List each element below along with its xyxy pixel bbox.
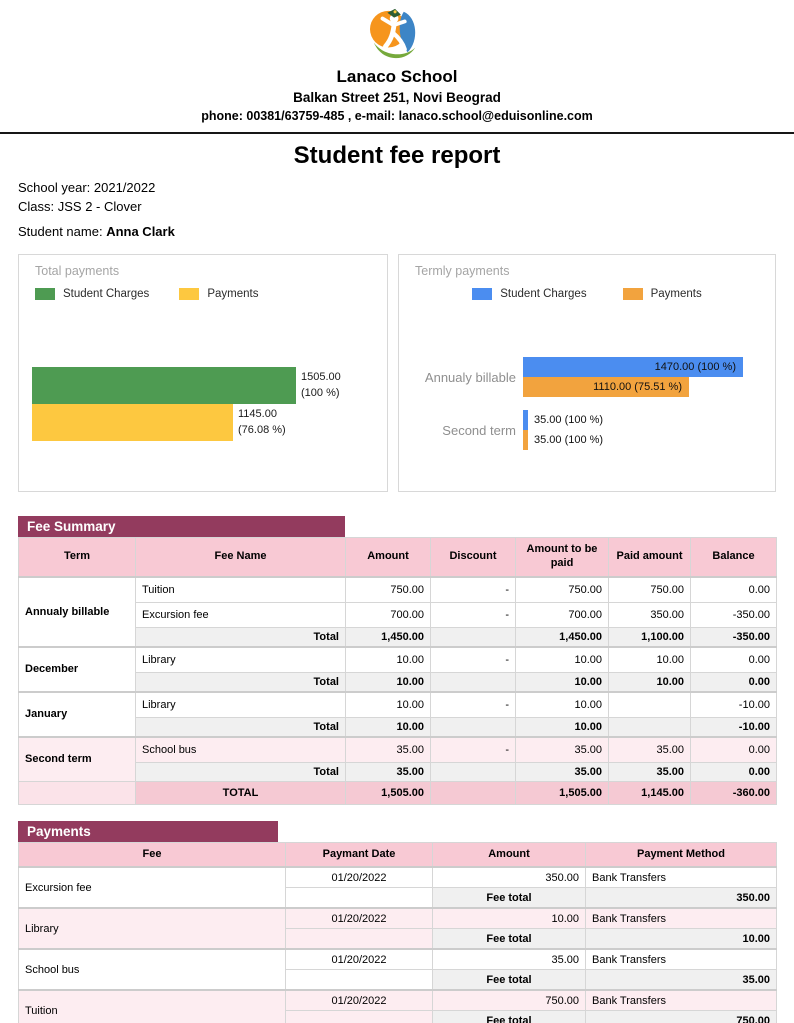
cell-empty [286,929,433,950]
bar: 1110.00 (75.51 %) [523,377,689,397]
fee-row [19,737,777,763]
cell-discount [431,762,516,781]
cell-amount: 35.00 [433,949,586,970]
school-year-value: 2021/2022 [93,180,156,195]
cell-payment-method: Bank Transfers [586,867,777,888]
fee-total-value: 350.00 [586,888,777,909]
chart-title: Total payments [35,264,120,278]
bar-label: 1505.00 (100 %) [301,370,341,399]
category-label: Annualy billable [424,369,516,385]
legend-item [623,288,702,300]
category-row [399,357,767,397]
cell-fee: Excursion fee [19,867,286,908]
fee-summary-header-row [19,538,777,577]
fee-summary-section [0,516,794,805]
bar-row [32,404,381,441]
cell-amount-to-pay: 700.00 [516,602,609,627]
cell-discount [431,717,516,737]
bar [523,410,528,430]
fee-total-label: Fee total [433,1011,586,1023]
cell-payment-date: 01/20/2022 [286,990,433,1011]
cell-amount-to-pay: 1,450.00 [516,627,609,647]
cell-paid-amount: 1,100.00 [609,627,691,647]
fee-total-value: 10.00 [586,929,777,950]
cell-balance: 0.00 [691,647,777,673]
cell-balance: -10.00 [691,692,777,718]
chart-title: Termly payments [415,264,510,278]
bar-row [523,430,767,450]
cell-discount: - [431,602,516,627]
cell-amount: 10.00 [346,647,431,673]
bar-row [523,357,767,377]
cell-discount: - [431,692,516,718]
payment-row [19,867,777,888]
column-header: Fee [19,842,286,867]
cell-fee-name: School bus [136,737,346,763]
cell-amount-to-pay: 1,505.00 [516,781,609,804]
cell-paid-amount: 10.00 [609,647,691,673]
cell-amount-to-pay: 10.00 [516,647,609,673]
legend-swatch-icon [623,288,643,300]
chart-bars [399,357,767,463]
cell-paid-amount: 1,145.00 [609,781,691,804]
bar-row [523,377,767,397]
cell-fee: School bus [19,949,286,990]
total-label: Total [136,627,346,647]
cell-amount: 10.00 [346,672,431,692]
payments-band: Payments [18,821,278,842]
cell-fee-name: Excursion fee [136,602,346,627]
cell-amount: 10.00 [346,717,431,737]
cell-amount-to-pay: 10.00 [516,717,609,737]
cell-fee: Library [19,908,286,949]
legend-label: Payments [650,288,702,300]
legend-label: Student Charges [500,288,587,300]
cell-balance: -10.00 [691,717,777,737]
chart-bars [32,367,381,441]
termly-payments-chart [398,254,776,492]
cell-paid-amount [609,717,691,737]
cell-fee-name: Library [136,647,346,673]
cell-empty [286,888,433,909]
cell-payment-method: Bank Transfers [586,908,777,929]
class-label: Class: [18,199,55,214]
total-label: Total [136,762,346,781]
column-header: Term [19,538,136,577]
cell-discount: - [431,577,516,603]
fee-row [19,577,777,603]
cell-amount-to-pay: 10.00 [516,672,609,692]
term-cell: December [19,647,136,692]
document-header [0,0,794,123]
legend-swatch-icon [35,288,55,300]
cell-payment-date: 01/20/2022 [286,867,433,888]
cell-paid-amount: 35.00 [609,762,691,781]
cell-discount: - [431,647,516,673]
cell-fee-name: Library [136,692,346,718]
student-info [18,180,776,239]
column-header: Amount [433,842,586,867]
total-label: Total [136,672,346,692]
cell-discount [431,672,516,692]
cell-payment-method: Bank Transfers [586,949,777,970]
school-name: Lanaco School [336,67,458,86]
cell-balance: 0.00 [691,762,777,781]
cell-amount: 35.00 [346,762,431,781]
cell-empty [286,970,433,991]
chart-legend [35,288,258,300]
cell-balance: 0.00 [691,737,777,763]
grand-total-row [19,781,777,804]
column-header: Amount [346,538,431,577]
cell-payment-date: 01/20/2022 [286,949,433,970]
cell-discount [431,627,516,647]
header-divider [0,132,794,134]
bar [32,367,296,404]
legend-label: Student Charges [63,288,150,300]
fee-total-value: 750.00 [586,1011,777,1023]
legend-item [35,288,149,300]
cell-amount: 1,450.00 [346,627,431,647]
total-label: Total [136,717,346,737]
bar: 1470.00 (100 %) [523,357,743,377]
total-payments-chart [18,254,388,492]
legend-swatch-icon [472,288,492,300]
school-contact: phone: 00381/63759-485 , e-mail: lanaco.school@eduisonline.com [201,109,593,123]
column-header: Discount [431,538,516,577]
payment-row [19,949,777,970]
fee-total-value: 35.00 [586,970,777,991]
cell-fee: Tuition [19,990,286,1023]
cell-amount-to-pay: 35.00 [516,762,609,781]
term-cell: Annualy billable [19,577,136,647]
cell-term [19,781,136,804]
school-year-label: School year: [18,180,91,195]
cell-amount-to-pay: 750.00 [516,577,609,603]
cell-balance: 0.00 [691,672,777,692]
cell-discount [431,781,516,804]
cell-discount: - [431,737,516,763]
cell-amount: 1,505.00 [346,781,431,804]
student-name-line [18,224,776,239]
bar-label: 1145.00 (76.08 %) [238,407,286,436]
cell-amount: 10.00 [433,908,586,929]
column-header: Balance [691,538,777,577]
school-logo-icon [0,6,794,65]
bar-row [32,367,381,404]
payment-row [19,908,777,929]
fee-total-label: Fee total [433,929,586,950]
column-header: Paid amount [609,538,691,577]
report-title: Student fee report [293,142,501,169]
charts-row [18,254,776,492]
cell-amount: 35.00 [346,737,431,763]
cell-amount-to-pay: 35.00 [516,737,609,763]
bar-label: 35.00 (100 %) [534,434,604,446]
bar-row [523,410,767,430]
cell-paid-amount: 750.00 [609,577,691,603]
term-cell: Second term [19,737,136,782]
cell-amount: 350.00 [433,867,586,888]
bar-label: 35.00 (100 %) [534,414,604,426]
school-address: Balkan Street 251, Novi Beograd [293,90,501,105]
fee-row [19,692,777,718]
payment-row [19,990,777,1011]
term-cell: January [19,692,136,737]
fee-summary-table [18,537,777,805]
cell-payment-date: 01/20/2022 [286,908,433,929]
legend-item [472,288,586,300]
student-name-value: Anna Clark [106,224,175,239]
cell-balance: -350.00 [691,627,777,647]
fee-total-label: Fee total [433,888,586,909]
bar [523,430,528,450]
cell-balance: -350.00 [691,602,777,627]
column-header: Paymant Date [286,842,433,867]
cell-empty [286,1011,433,1023]
cell-amount: 750.00 [433,990,586,1011]
column-header: Fee Name [136,538,346,577]
payments-section [0,821,794,1023]
cell-payment-method: Bank Transfers [586,990,777,1011]
legend-item [179,288,258,300]
school-year-line [18,180,776,195]
column-header: Payment Method [586,842,777,867]
category-row [399,410,767,450]
cell-balance: 0.00 [691,577,777,603]
cell-fee-name: Tuition [136,577,346,603]
legend-swatch-icon [179,288,199,300]
cell-amount: 750.00 [346,577,431,603]
legend-label: Payments [207,288,259,300]
class-line [18,199,776,214]
payments-table [18,842,777,1023]
cell-paid-amount: 350.00 [609,602,691,627]
cell-amount-to-pay: 10.00 [516,692,609,718]
bar [32,404,233,441]
cell-paid-amount [609,692,691,718]
chart-legend [399,288,775,300]
fee-row [19,647,777,673]
cell-paid-amount: 10.00 [609,672,691,692]
student-name-label: Student name: [18,224,103,239]
fee-total-label: Fee total [433,970,586,991]
class-value: JSS 2 - Clover [57,199,142,214]
cell-amount: 10.00 [346,692,431,718]
column-header: Amount to be paid [516,538,609,577]
fee-summary-band: Fee Summary [18,516,345,537]
cell-balance: -360.00 [691,781,777,804]
category-label: Second term [442,422,516,438]
grand-total-label: TOTAL [136,781,346,804]
cell-paid-amount: 35.00 [609,737,691,763]
cell-amount: 700.00 [346,602,431,627]
payments-header-row [19,842,777,867]
